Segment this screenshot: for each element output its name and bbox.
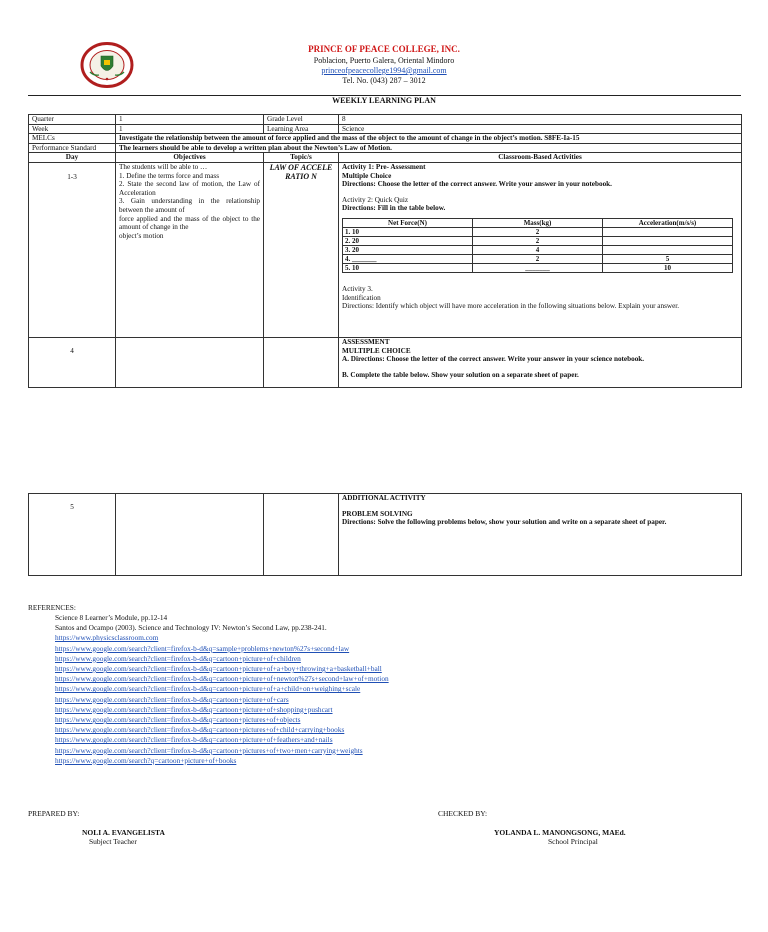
objectives-cell	[116, 162, 264, 337]
quarter-value: 1	[116, 115, 264, 125]
activity-2-title: Activity 2: Quick Quiz	[342, 195, 409, 204]
quiz-header-row	[343, 218, 733, 227]
reference-link[interactable]: https://www.google.com/search?client=firefox-b-d&q=cartoon+picture+of+a+boy+throwing+a+basketball+ball	[55, 664, 382, 674]
assessment-cell	[339, 337, 742, 387]
day-5: 5	[29, 494, 116, 576]
reference-link[interactable]: https://www.google.com/search?client=firefox-b-d&q=cartoon+pictures+of+child+carrying+books	[55, 725, 345, 735]
assessment-heading: ASSESSMENT	[342, 337, 390, 346]
day-1-3: 1-3	[29, 162, 116, 337]
quiz-force: 3. 20	[343, 245, 473, 254]
quiz-force: 2. 20	[343, 236, 473, 245]
reference-link[interactable]: https://www.physicsclassroom.com	[55, 633, 159, 643]
mass-header: Mass(kg)	[473, 218, 603, 227]
day-4-objectives	[116, 337, 264, 387]
topics-column-header: Topic/s	[264, 153, 339, 163]
objective-intro: The students will be able to …	[119, 162, 208, 171]
problem-solving-heading: PROBLEM SOLVING	[342, 509, 413, 518]
quiz-mass: 2	[473, 227, 603, 236]
quiz-acceleration	[603, 236, 733, 245]
quiz-acceleration	[603, 245, 733, 254]
assessment-direction-b: B. Complete the table below. Show your solution on a separate sheet of paper.	[342, 370, 579, 379]
activities-column-header: Classroom-Based Activities	[339, 153, 742, 163]
reference-link[interactable]: https://www.google.com/search?q=cartoon+picture+of+books	[55, 755, 237, 765]
day-4-row	[29, 337, 742, 387]
quiz-row	[343, 227, 733, 236]
activity-3-type: Identification	[342, 293, 381, 302]
document-title: WEEKLY LEARNING PLAN	[332, 96, 436, 105]
reference-link[interactable]: https://www.google.com/search?client=firefox-b-d&q=cartoon+picture+of+cars	[55, 694, 289, 704]
activity-2-directions: Directions: Fill in the table below.	[342, 204, 446, 213]
reference-item: Science 8 Learner’s Module, pp.12-14	[55, 613, 168, 622]
reference-link[interactable]: https://www.google.com/search?client=firefox-b-d&q=cartoon+picture+of+a+child+on+weighing+scale	[55, 684, 361, 694]
net-force-header: Net Force(N)	[343, 218, 473, 227]
assessment-direction-a: A. Directions: Choose the letter of the correct answer. Write your answer in your science notebook.	[342, 355, 645, 364]
week-label: Week	[29, 124, 116, 134]
quiz-force: 1. 10	[343, 227, 473, 236]
objectives-column-header: Objectives	[116, 153, 264, 163]
reference-link[interactable]: https://www.google.com/search?client=firefox-b-d&q=cartoon+picture+of+feathers+and+nails	[55, 735, 333, 745]
day-5-topic	[264, 494, 339, 576]
quiz-row	[343, 254, 733, 263]
quiz-acceleration: 10	[603, 263, 733, 272]
school-address: Poblacion, Puerto Galera, Oriental Mindoro	[313, 56, 455, 65]
week-row	[29, 124, 742, 134]
melcs-row	[29, 134, 742, 144]
learning-area-value: Science	[339, 124, 742, 134]
quiz-mass: _______	[473, 263, 603, 272]
quiz-force: 5. 10	[343, 263, 473, 272]
performance-standard-value: The learners should be able to develop a written plan about the Newton’s Law of Motion.	[116, 143, 742, 153]
grade-level-value: 8	[339, 115, 742, 125]
preparer-name: NOLI A. EVANGELISTA	[82, 828, 165, 837]
day-4-topic	[264, 337, 339, 387]
additional-activity-heading: ADDITIONAL ACTIVITY	[342, 494, 426, 502]
quiz-mass: 4	[473, 245, 603, 254]
grade-level-label: Grade Level	[264, 115, 339, 125]
reference-link[interactable]: https://www.google.com/search?client=firefox-b-d&q=cartoon+pictures+of+objects	[55, 715, 301, 725]
quiz-mass: 2	[473, 254, 603, 263]
quarter-label: Quarter	[29, 115, 116, 125]
reference-item: Santos and Ocampo (2003). Science and Technology IV: Newton’s Second Law, pp.238-241.	[55, 623, 327, 633]
quiz-row	[343, 263, 733, 272]
activity-1-directions: Directions: Choose the letter of the correct answer. Write your answer in your notebook.	[342, 180, 612, 189]
activity-3-title: Activity 3.	[342, 284, 373, 293]
additional-activity-table	[28, 493, 742, 576]
school-telephone: Tel. No. (043) 287 – 3012	[342, 76, 426, 85]
objective-3-end: object’s motion	[119, 231, 164, 240]
references-list	[55, 613, 389, 766]
day-5-objectives	[116, 494, 264, 576]
additional-activity-cell	[339, 494, 742, 576]
quarter-row	[29, 115, 742, 125]
reference-link[interactable]: https://www.google.com/search?client=firefox-b-d&q=cartoon+picture+of+children	[55, 653, 301, 663]
checker-role: School Principal	[548, 837, 598, 846]
objective-3: 3. Gain understanding in the relationship between the amount of	[119, 197, 260, 214]
reference-link[interactable]: https://www.google.com/search?client=firefox-b-d&q=cartoon+picture+of+shopping+pushcart	[55, 704, 333, 714]
melcs-value: Investigate the relationship between the amount of force applied and the mass of the object to the amount of change in the object’s motion. S8FE-Ia-15	[116, 134, 742, 144]
activity-3-directions: Directions: Identify which object will have more acceleration in the following situations below. Explain your answer.	[342, 302, 680, 311]
references-heading: REFERENCES:	[28, 603, 76, 612]
day-1-3-row	[29, 162, 742, 337]
objective-3-cont: force applied and the mass of the object to the amount of change in the	[119, 214, 260, 232]
weekly-learning-plan-table	[28, 114, 742, 388]
day-4: 4	[29, 337, 116, 387]
checked-by-label: CHECKED BY:	[438, 809, 488, 818]
assessment-type: MULTIPLE CHOICE	[342, 346, 411, 355]
column-header-row	[29, 153, 742, 163]
quiz-acceleration	[603, 227, 733, 236]
checker-name: YOLANDA L. MANONGSONG, MAEd.	[494, 828, 626, 837]
quiz-force: 4. _______	[343, 254, 473, 263]
prepared-by-label: PREPARED BY:	[28, 809, 80, 818]
melcs-label: MELCs	[29, 134, 116, 144]
learning-area-label: Learning Area	[264, 124, 339, 134]
problem-solving-directions: Directions: Solve the following problems below, show your solution and write on a separate sheet of paper.	[342, 518, 667, 527]
quiz-row	[343, 236, 733, 245]
school-email-link[interactable]: princeofpeacecollege1994@gmail.com	[321, 66, 447, 75]
reference-link[interactable]: https://www.google.com/search?client=firefox-b-d&q=cartoon+pictures+of+two+men+carrying+weights	[55, 745, 363, 755]
week-value: 1	[116, 124, 264, 134]
quick-quiz-table	[342, 218, 733, 273]
activity-1-title: Activity 1: Pre- Assessment	[342, 162, 426, 171]
quiz-acceleration: 5	[603, 254, 733, 263]
performance-standard-label: Performance Standard	[29, 143, 116, 153]
activities-cell	[339, 162, 742, 337]
objective-2: 2. State the second law of motion, the Law of Acceleration	[119, 180, 260, 197]
day-5-row	[29, 494, 742, 576]
topic-law-of-acceleration: LAW OF ACCELERATIO N	[264, 162, 339, 337]
preparer-role: Subject Teacher	[89, 837, 137, 846]
quiz-row	[343, 245, 733, 254]
activity-1-type: Multiple Choice	[342, 171, 392, 180]
acceleration-header: Acceleration(m/s/s)	[603, 218, 733, 227]
day-column-header: Day	[29, 153, 116, 163]
performance-standard-row	[29, 143, 742, 153]
quiz-mass: 2	[473, 236, 603, 245]
objective-1: 1. Define the terms force and mass	[119, 171, 219, 180]
reference-link[interactable]: https://www.google.com/search?client=firefox-b-d&q=sample+problems+newton%27s+second+law	[55, 643, 350, 653]
school-name: PRINCE OF PEACE COLLEGE, INC.	[308, 44, 460, 54]
reference-link[interactable]: https://www.google.com/search?client=firefox-b-d&q=cartoon+picture+of+newton%27s+second+law+of+motion	[55, 674, 389, 684]
